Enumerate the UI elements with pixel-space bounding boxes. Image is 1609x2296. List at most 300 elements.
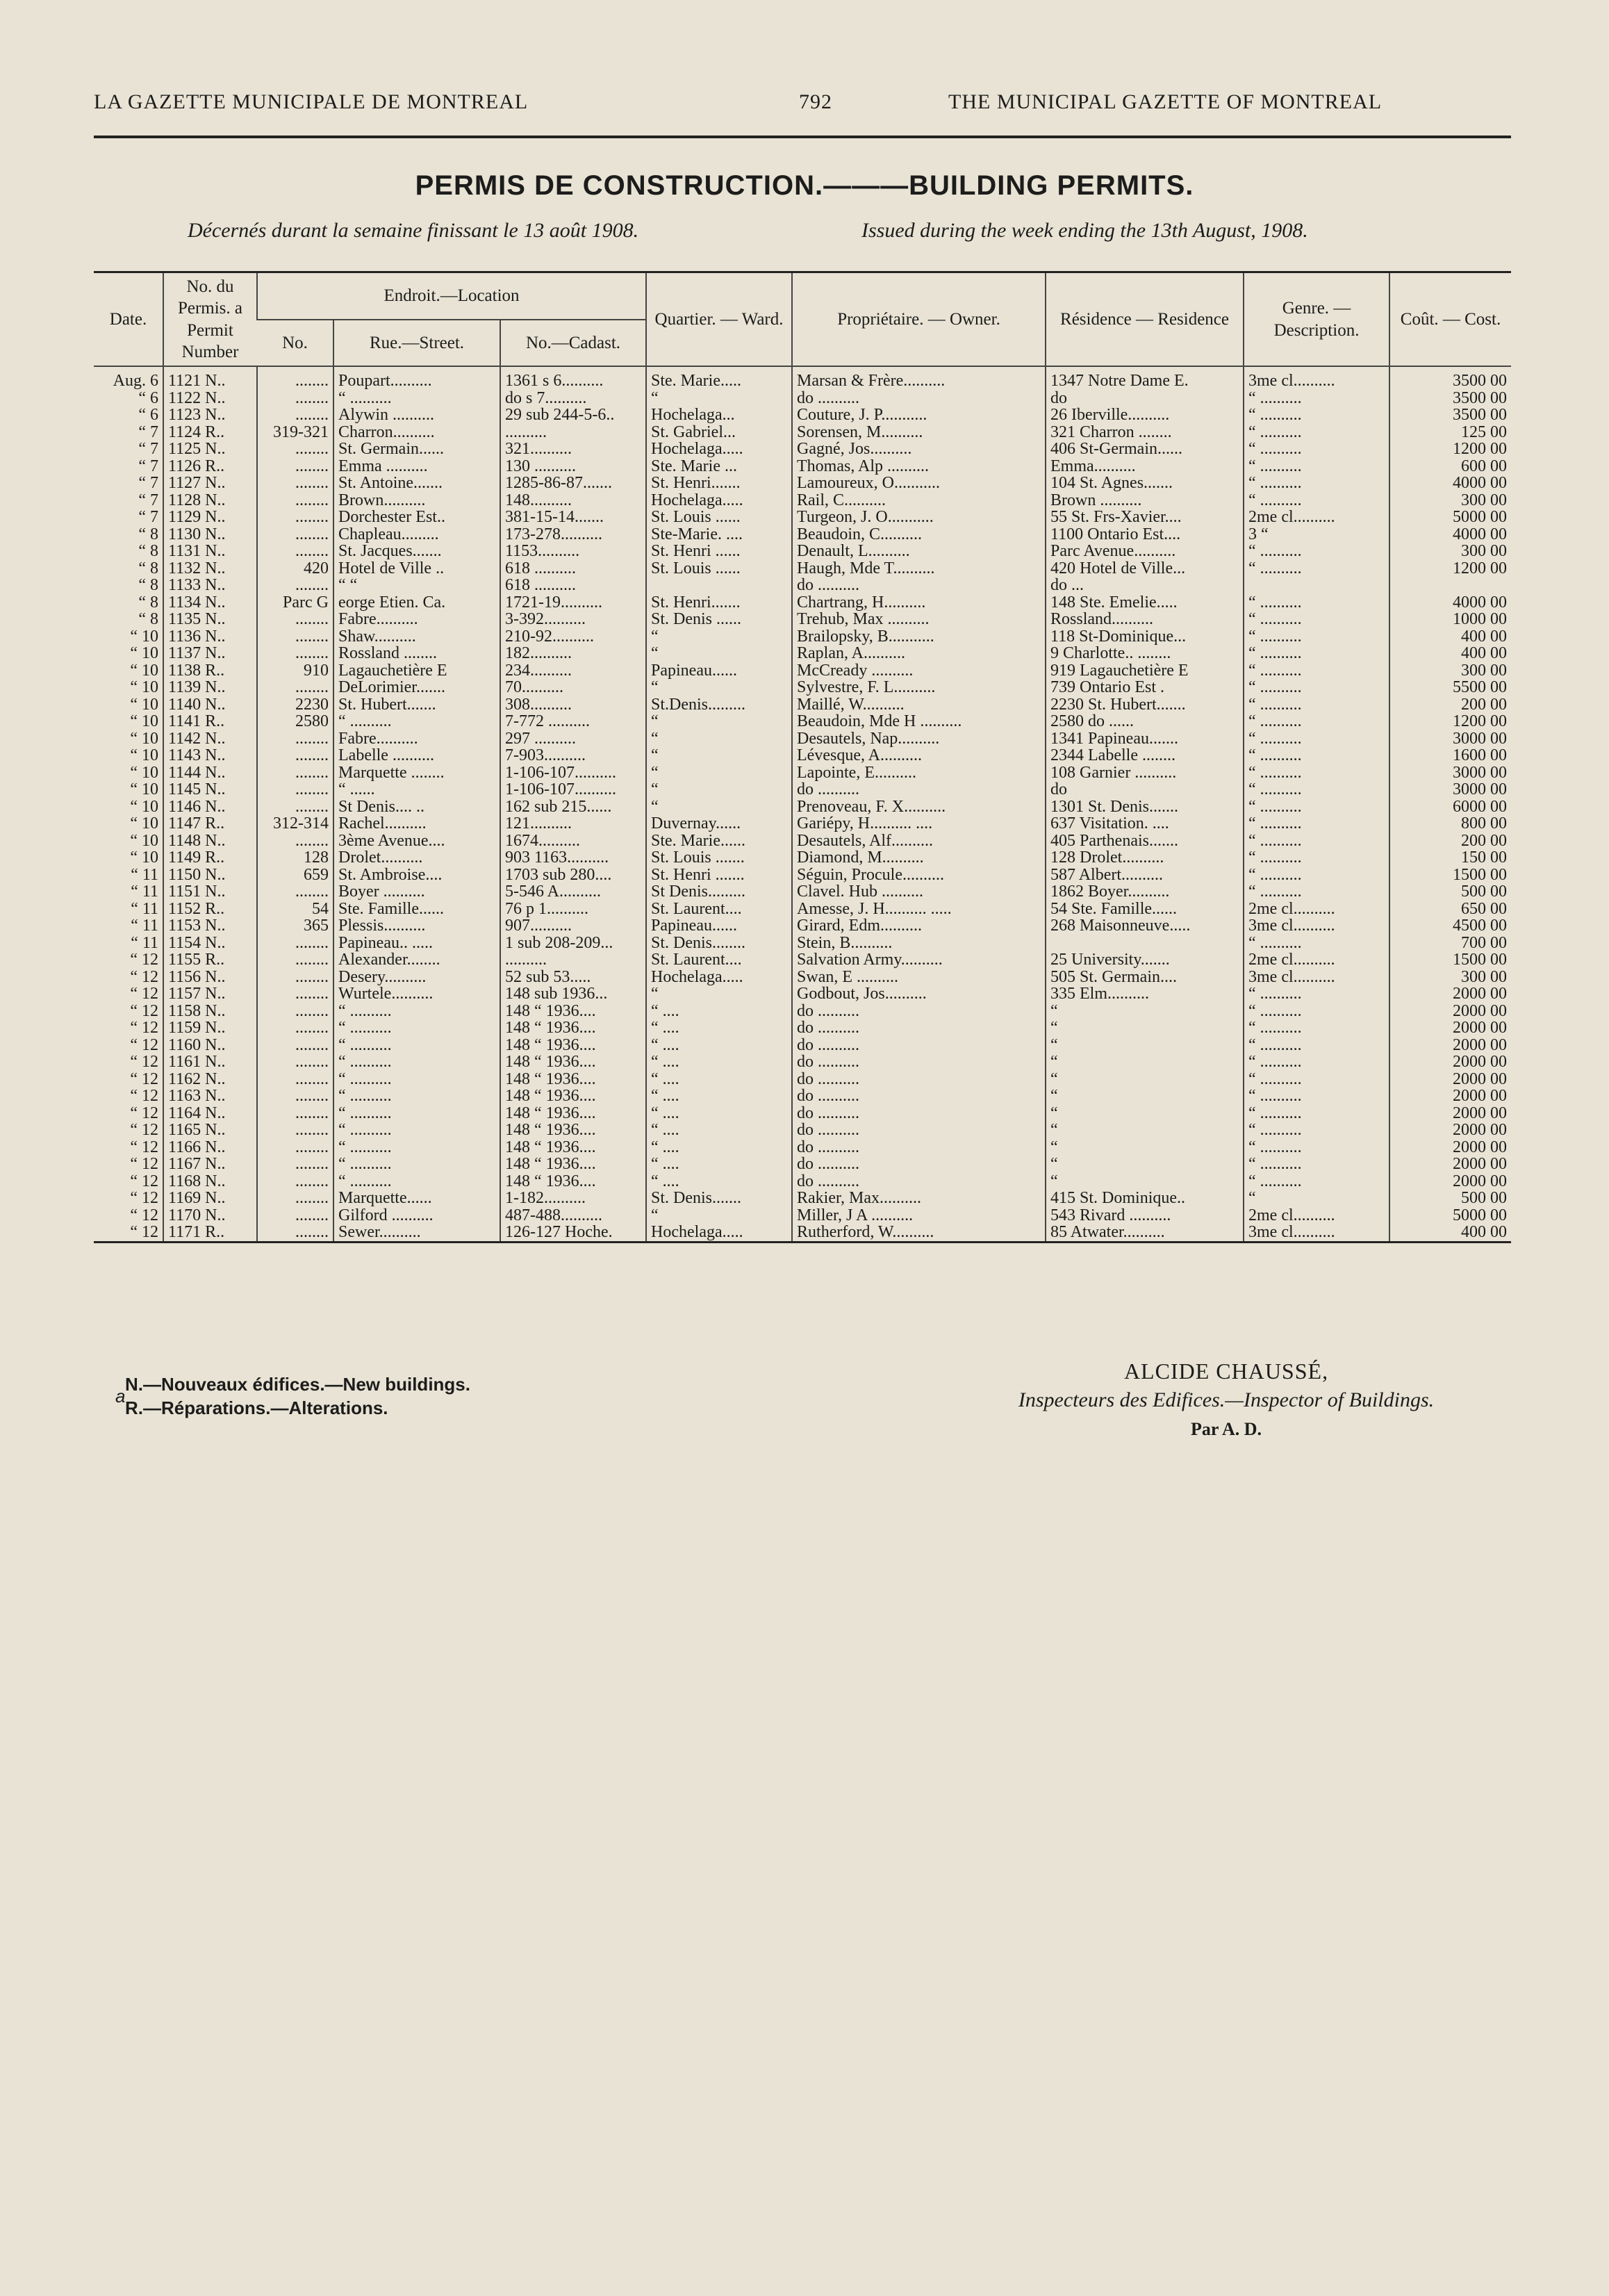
row-cost: 200 00 [1389, 696, 1511, 714]
row-description: “ .......... [1244, 594, 1389, 612]
row-residence: 739 Ontario Est . [1046, 679, 1244, 696]
row-ward: St. Henri ....... [646, 867, 792, 884]
row-residence: 268 Maisonneuve..... [1046, 917, 1244, 935]
row-cost: 800 00 [1389, 815, 1511, 833]
row-description: “ .......... [1244, 747, 1389, 764]
row-residence: 85 Atwater.......... [1046, 1224, 1244, 1242]
table-row [94, 951, 1511, 969]
row-ward: “ [646, 747, 792, 764]
row-description: “ .......... [1244, 1139, 1389, 1156]
row-date: “ 10 [130, 730, 158, 747]
row-permit-number: 1164 N.. [163, 1105, 257, 1122]
table-row [94, 366, 1511, 390]
row-owner: Rakier, Max.......... [792, 1190, 1046, 1207]
table-row [94, 901, 1511, 918]
row-owner: Haugh, Mde T.......... [792, 560, 1046, 577]
row-date: “ 12 [130, 1070, 158, 1088]
row-cadast: 1703 sub 280.... [500, 867, 646, 884]
row-description: “ .......... [1244, 985, 1389, 1003]
row-date: “ 7 [138, 457, 158, 475]
row-permit-number: 1138 R.. [163, 662, 257, 680]
table-row [94, 935, 1511, 952]
row-street-number: Parc G [257, 594, 333, 612]
row-cost: 4000 00 [1389, 594, 1511, 612]
row-street-number: ........ [257, 1156, 333, 1173]
row-street: Marquette ........ [333, 764, 500, 782]
row-owner: do .......... [792, 1071, 1046, 1088]
row-residence: 9 Charlotte.. ........ [1046, 645, 1244, 662]
row-ward: Hochelaga... [646, 407, 792, 424]
row-residence: 505 St. Germain.... [1046, 969, 1244, 986]
row-date: “ 6 [138, 407, 158, 424]
row-cost: 500 00 [1389, 1190, 1511, 1207]
row-permit-number: 1163 N.. [163, 1088, 257, 1105]
row-ward: “ [646, 985, 792, 1003]
row-street: St. Germain...... [333, 441, 500, 458]
row-ward: Hochelaga..... [646, 492, 792, 509]
row-street: Charron.......... [333, 424, 500, 441]
col-owner: Propriétaire. — Owner. [792, 272, 1046, 367]
row-ward: Ste-Marie. .... [646, 526, 792, 543]
row-owner: Clavel. Hub .......... [792, 883, 1046, 901]
row-cadast: 308.......... [500, 696, 646, 714]
table-row [94, 917, 1511, 935]
row-owner: McCready .......... [792, 662, 1046, 680]
row-street: Labelle .......... [333, 747, 500, 764]
row-ward: St. Henri....... [646, 594, 792, 612]
row-description: “ .......... [1244, 1088, 1389, 1105]
row-cost: 600 00 [1389, 458, 1511, 475]
row-description: 3 “ [1244, 526, 1389, 543]
table-row [94, 833, 1511, 850]
row-street-number: ........ [257, 407, 333, 424]
row-owner: Gariépy, H.......... .... [792, 815, 1046, 833]
row-owner: do .......... [792, 1156, 1046, 1173]
row-description: “ .......... [1244, 1019, 1389, 1037]
row-street-number: ........ [257, 1037, 333, 1054]
row-permit-number: 1126 R.. [163, 458, 257, 475]
row-cost: 3000 00 [1389, 730, 1511, 748]
signed-by: Par A. D. [1190, 1419, 1262, 1439]
row-owner: Godbout, Jos.......... [792, 985, 1046, 1003]
table-row [94, 1190, 1511, 1207]
row-residence: 1341 Papineau....... [1046, 730, 1244, 748]
row-street-number: 2580 [257, 713, 333, 730]
row-permit-number: 1160 N.. [163, 1037, 257, 1054]
row-ward: St. Henri ...... [646, 543, 792, 560]
row-permit-number: 1132 N.. [163, 560, 257, 577]
row-description: “ .......... [1244, 815, 1389, 833]
row-owner: Gagné, Jos.......... [792, 441, 1046, 458]
row-street: 3ème Avenue.... [333, 833, 500, 850]
row-ward: St.Denis......... [646, 696, 792, 714]
row-street: “ .......... [333, 1003, 500, 1020]
row-residence: Rossland.......... [1046, 611, 1244, 628]
row-cadast: 381-15-14....... [500, 509, 646, 526]
row-street-number: ........ [257, 458, 333, 475]
row-date: “ 10 [130, 713, 158, 730]
row-permit-number: 1165 N.. [163, 1122, 257, 1139]
row-cost: 5000 00 [1389, 509, 1511, 526]
inspector-name: ALCIDE CHAUSSÉ, [1123, 1359, 1329, 1384]
row-date: “ 12 [130, 1138, 158, 1156]
row-ward: Duvernay...... [646, 815, 792, 833]
row-street: “ .......... [333, 1037, 500, 1054]
row-cadast: 5-546 A.......... [500, 883, 646, 901]
row-street-number: ........ [257, 1139, 333, 1156]
row-description: “ .......... [1244, 798, 1389, 816]
table-row [94, 747, 1511, 764]
row-date: “ 8 [138, 577, 158, 594]
row-permit-number: 1166 N.. [163, 1139, 257, 1156]
row-ward: “ [646, 781, 792, 798]
table-row [94, 1019, 1511, 1037]
row-street: Fabre.......... [333, 730, 500, 748]
row-owner: Rutherford, W.......... [792, 1224, 1046, 1242]
row-street: Rachel.......... [333, 815, 500, 833]
row-permit-number: 1144 N.. [163, 764, 257, 782]
row-description: “ .......... [1244, 628, 1389, 646]
row-cost: 650 00 [1389, 901, 1511, 918]
row-street: “ .......... [333, 1173, 500, 1190]
row-cost: 500 00 [1389, 883, 1511, 901]
table-row [94, 730, 1511, 748]
row-cost: 2000 00 [1389, 1053, 1511, 1071]
row-description: “ .......... [1244, 1173, 1389, 1190]
row-date: “ 10 [130, 645, 158, 662]
row-ward: “ .... [646, 1105, 792, 1122]
row-residence: 2230 St. Hubert....... [1046, 696, 1244, 714]
row-ward: “ .... [646, 1173, 792, 1190]
row-owner: Amesse, J. H.......... ..... [792, 901, 1046, 918]
row-ward: “ [646, 730, 792, 748]
row-owner: do .......... [792, 1173, 1046, 1190]
row-ward: “ .... [646, 1019, 792, 1037]
row-street-number: ........ [257, 390, 333, 407]
row-street: Chapleau......... [333, 526, 500, 543]
row-street: “ .......... [333, 390, 500, 407]
row-ward: St. Denis ...... [646, 611, 792, 628]
row-description: “ .......... [1244, 730, 1389, 748]
row-street-number: ........ [257, 366, 333, 390]
table-row [94, 849, 1511, 867]
row-owner: Trehub, Max .......... [792, 611, 1046, 628]
inspector-title: Inspecteurs des Edifices.—Inspector of Buildings. [1018, 1388, 1435, 1411]
col-cost: Coût. — Cost. [1389, 272, 1511, 367]
row-permit-number: 1161 N.. [163, 1053, 257, 1071]
row-residence: “ [1046, 1003, 1244, 1020]
row-ward [646, 577, 792, 594]
legend-marker: a [115, 1386, 126, 1407]
row-residence: do [1046, 390, 1244, 407]
row-cadast: 7-903.......... [500, 747, 646, 764]
row-street-number: ........ [257, 764, 333, 782]
row-cost: 150 00 [1389, 849, 1511, 867]
table-row [94, 798, 1511, 816]
row-street-number: ........ [257, 628, 333, 646]
row-permit-number: 1171 R.. [163, 1224, 257, 1242]
row-permit-number: 1128 N.. [163, 492, 257, 509]
row-cadast: 1-106-107.......... [500, 764, 646, 782]
row-date: “ 10 [130, 781, 158, 798]
row-street-number: ........ [257, 611, 333, 628]
row-date: “ 11 [131, 917, 158, 935]
row-permit-number: 1170 N.. [163, 1207, 257, 1224]
row-street: Sewer.......... [333, 1224, 500, 1242]
table-row [94, 662, 1511, 680]
row-date: “ 12 [130, 1053, 158, 1071]
row-street-number: 420 [257, 560, 333, 577]
row-owner: Sorensen, M.......... [792, 424, 1046, 441]
row-street: Ste. Famille...... [333, 901, 500, 918]
row-description: “ .......... [1244, 883, 1389, 901]
row-permit-number: 1124 R.. [163, 424, 257, 441]
row-owner: do .......... [792, 577, 1046, 594]
header-rule [94, 136, 1511, 138]
row-permit-number: 1127 N.. [163, 475, 257, 492]
row-ward: St. Denis....... [646, 1190, 792, 1207]
table-row [94, 1003, 1511, 1020]
table-row [94, 645, 1511, 662]
row-permit-number: 1125 N.. [163, 441, 257, 458]
row-residence: Parc Avenue.......... [1046, 543, 1244, 560]
row-owner: Beaudoin, Mde H .......... [792, 713, 1046, 730]
row-cadast: 173-278.......... [500, 526, 646, 543]
row-cadast: 148 “ 1936.... [500, 1037, 646, 1054]
row-street-number: ........ [257, 1003, 333, 1020]
row-description: 2me cl.......... [1244, 1207, 1389, 1224]
table-row [94, 679, 1511, 696]
row-cadast: 618 .......... [500, 577, 646, 594]
row-cost: 3500 00 [1389, 366, 1511, 390]
row-description: “ .......... [1244, 1071, 1389, 1088]
row-date: “ 7 [138, 475, 158, 492]
row-owner: Couture, J. P........... [792, 407, 1046, 424]
row-permit-number: 1131 N.. [163, 543, 257, 560]
row-ward: St. Laurent.... [646, 951, 792, 969]
table-row [94, 1122, 1511, 1139]
row-street: St Denis.... .. [333, 798, 500, 816]
row-permit-number: 1143 N.. [163, 747, 257, 764]
row-cost: 700 00 [1389, 935, 1511, 952]
row-cadast: 148 “ 1936.... [500, 1156, 646, 1173]
row-description: “ .......... [1244, 849, 1389, 867]
row-date: “ 11 [131, 866, 158, 883]
table-row [94, 985, 1511, 1003]
row-street: Drolet.......... [333, 849, 500, 867]
row-street: “ .......... [333, 1053, 500, 1071]
row-street-number: ........ [257, 577, 333, 594]
row-ward: “ .... [646, 1139, 792, 1156]
row-ward: St Denis......... [646, 883, 792, 901]
row-street-number: ........ [257, 781, 333, 798]
row-description: 2me cl.......... [1244, 951, 1389, 969]
row-cadast: .......... [500, 424, 646, 441]
permits-table [94, 271, 1511, 1243]
row-street: “ .......... [333, 1156, 500, 1173]
table-row [94, 1088, 1511, 1105]
row-cadast: 234.......... [500, 662, 646, 680]
row-cadast: 1674.......... [500, 833, 646, 850]
row-permit-number: 1122 N.. [163, 390, 257, 407]
row-cost: 3000 00 [1389, 764, 1511, 782]
row-cost: 1200 00 [1389, 560, 1511, 577]
row-permit-number: 1168 N.. [163, 1173, 257, 1190]
row-owner: Stein, B.......... [792, 935, 1046, 952]
row-ward: “ [646, 679, 792, 696]
row-residence: 1301 St. Denis....... [1046, 798, 1244, 816]
row-cadast: 148.......... [500, 492, 646, 509]
row-cadast: 130 .......... [500, 458, 646, 475]
row-description [1244, 577, 1389, 594]
row-owner: Raplan, A.......... [792, 645, 1046, 662]
row-cadast: 148 “ 1936.... [500, 1088, 646, 1105]
row-owner: Diamond, M.......... [792, 849, 1046, 867]
row-residence: 1347 Notre Dame E. [1046, 366, 1244, 390]
row-ward: “ [646, 798, 792, 816]
row-ward: St. Henri....... [646, 475, 792, 492]
table-row [94, 594, 1511, 612]
row-cadast: 126-127 Hoche. [500, 1224, 646, 1242]
row-permit-number: 1169 N.. [163, 1190, 257, 1207]
row-date: “ 10 [130, 679, 158, 696]
row-date: “ 12 [130, 1206, 158, 1224]
row-street-number: 54 [257, 901, 333, 918]
row-date: “ 12 [130, 1019, 158, 1037]
row-street-number: ........ [257, 645, 333, 662]
row-cadast: .......... [500, 951, 646, 969]
row-cost: 4000 00 [1389, 475, 1511, 492]
row-street-number: ........ [257, 1053, 333, 1071]
row-street-number: ........ [257, 1105, 333, 1122]
row-ward: Papineau...... [646, 662, 792, 680]
row-date: Aug. 6 [113, 372, 158, 390]
row-permit-number: 1145 N.. [163, 781, 257, 798]
row-cost: 2000 00 [1389, 1088, 1511, 1105]
table-row [94, 1071, 1511, 1088]
row-cadast: 7-772 .......... [500, 713, 646, 730]
table-row [94, 628, 1511, 646]
row-street-number: 312-314 [257, 815, 333, 833]
row-street: “ .......... [333, 1088, 500, 1105]
row-street: “ “ [333, 577, 500, 594]
row-cadast: 297 .......... [500, 730, 646, 748]
row-cadast: 1-106-107.......... [500, 781, 646, 798]
row-cadast: 148 sub 1936... [500, 985, 646, 1003]
row-permit-number: 1137 N.. [163, 645, 257, 662]
row-residence: 26 Iberville.......... [1046, 407, 1244, 424]
table-row [94, 1139, 1511, 1156]
table-row [94, 1037, 1511, 1054]
row-street: St. Jacques....... [333, 543, 500, 560]
table-row [94, 969, 1511, 986]
row-residence: 1862 Boyer.......... [1046, 883, 1244, 901]
row-owner: Brailopsky, B........... [792, 628, 1046, 646]
row-permit-number: 1157 N.. [163, 985, 257, 1003]
row-street: Brown.......... [333, 492, 500, 509]
table-row [94, 390, 1511, 407]
row-street: St. Antoine....... [333, 475, 500, 492]
row-description: “ .......... [1244, 781, 1389, 798]
row-cost: 300 00 [1389, 662, 1511, 680]
row-date: “ 12 [130, 968, 158, 985]
row-description: 3me cl.......... [1244, 366, 1389, 390]
row-street-number: ........ [257, 798, 333, 816]
row-street: Emma .......... [333, 458, 500, 475]
row-permit-number: 1159 N.. [163, 1019, 257, 1037]
row-street: “ ...... [333, 781, 500, 798]
row-permit-number: 1133 N.. [163, 577, 257, 594]
row-cost: 2000 00 [1389, 1173, 1511, 1190]
row-date: “ 12 [130, 1122, 158, 1139]
row-ward: Hochelaga..... [646, 969, 792, 986]
row-description: 2me cl.......... [1244, 901, 1389, 918]
row-cost: 1200 00 [1389, 441, 1511, 458]
row-description: “ .......... [1244, 1122, 1389, 1139]
row-street-number: ........ [257, 679, 333, 696]
row-cadast: 70.......... [500, 679, 646, 696]
row-ward: St. Laurent.... [646, 901, 792, 918]
row-owner: do .......... [792, 1122, 1046, 1139]
row-permit-number: 1135 N.. [163, 611, 257, 628]
row-permit-number: 1134 N.. [163, 594, 257, 612]
row-street-number: 128 [257, 849, 333, 867]
row-street-number: ........ [257, 1019, 333, 1037]
row-owner: Salvation Army.......... [792, 951, 1046, 969]
col-date: Date. [94, 272, 163, 367]
row-street: Marquette...... [333, 1190, 500, 1207]
row-cost: 2000 00 [1389, 1156, 1511, 1173]
row-cadast: 1285-86-87....... [500, 475, 646, 492]
row-residence: “ [1046, 1139, 1244, 1156]
row-residence: 919 Lagauchetière E [1046, 662, 1244, 680]
row-description: 2me cl.......... [1244, 509, 1389, 526]
row-cadast: 321.......... [500, 441, 646, 458]
row-permit-number: 1121 N.. [163, 366, 257, 390]
row-street-number: ........ [257, 883, 333, 901]
row-date: “ 12 [130, 1036, 158, 1053]
row-street-number: ........ [257, 969, 333, 986]
row-street: Alexander........ [333, 951, 500, 969]
table-row [94, 867, 1511, 884]
row-residence: “ [1046, 1156, 1244, 1173]
row-date: “ 10 [130, 815, 158, 833]
table-row [94, 883, 1511, 901]
row-residence [1046, 935, 1244, 952]
row-description: “ .......... [1244, 764, 1389, 782]
row-ward: “ .... [646, 1003, 792, 1020]
table-row [94, 492, 1511, 509]
row-residence: 128 Drolet.......... [1046, 849, 1244, 867]
row-cost: 2000 00 [1389, 985, 1511, 1003]
row-street: “ .......... [333, 1019, 500, 1037]
row-residence: 405 Parthenais....... [1046, 833, 1244, 850]
row-description: “ [1244, 1190, 1389, 1207]
row-street: “ .......... [333, 1139, 500, 1156]
row-street-number: ........ [257, 985, 333, 1003]
row-cadast: 148 “ 1936.... [500, 1139, 646, 1156]
row-ward: Hochelaga..... [646, 1224, 792, 1242]
row-street-number: ........ [257, 1088, 333, 1105]
row-residence: “ [1046, 1037, 1244, 1054]
row-ward: “ [646, 1207, 792, 1224]
row-date: “ 10 [130, 696, 158, 713]
row-street: Hotel de Ville .. [333, 560, 500, 577]
legend-alterations: R.—Réparations.—Alterations. [125, 1397, 388, 1418]
row-date: “ 12 [130, 1190, 158, 1207]
row-street: “ .......... [333, 713, 500, 730]
row-cadast: do s 7.......... [500, 390, 646, 407]
